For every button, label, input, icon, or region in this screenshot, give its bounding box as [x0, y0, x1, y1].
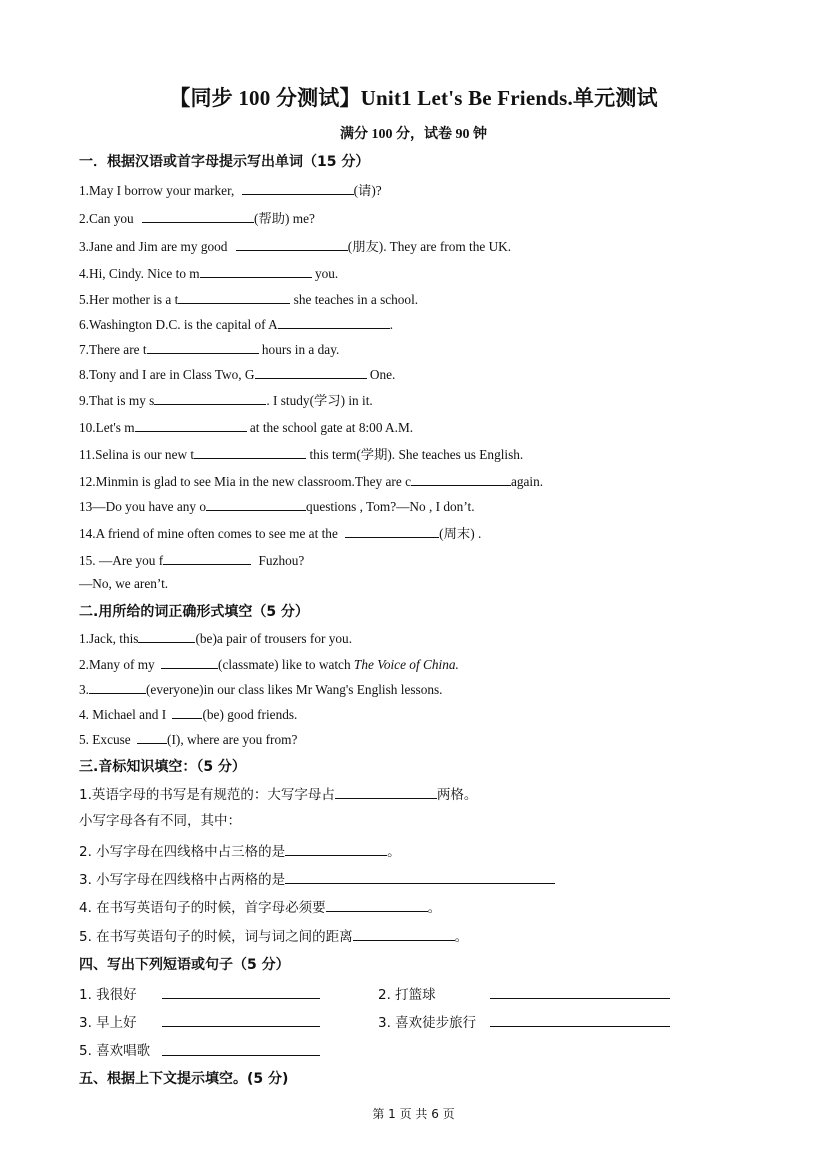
answer-blank[interactable]: [326, 898, 428, 912]
answer-blank[interactable]: [285, 870, 555, 884]
page-footer: 第 1 页 共 6 页: [372, 1107, 455, 1121]
answer-blank[interactable]: [353, 927, 455, 941]
answer-blank[interactable]: [147, 340, 259, 354]
s1-question-15: 15. —Are you f Fuzhou?: [79, 553, 305, 568]
answer-blank[interactable]: [135, 418, 247, 432]
section-1-heading: 一．根据汉语或首字母提示写出单词（15 分）: [79, 154, 370, 170]
answer-blank[interactable]: [194, 445, 306, 459]
s2-question-5: 5. Excuse (I), where are you from?: [79, 732, 298, 747]
answer-blank[interactable]: [161, 655, 218, 669]
section-2-heading: 二.用所给的词正确形式填空（5 分）: [79, 604, 309, 620]
answer-blank[interactable]: [89, 680, 146, 694]
answer-blank[interactable]: [490, 1013, 670, 1027]
answer-blank[interactable]: [172, 705, 202, 719]
answer-blank[interactable]: [162, 1013, 320, 1027]
answer-blank[interactable]: [200, 264, 312, 278]
s1-question-2: 2.Can you (帮助) me?: [79, 211, 315, 226]
s1-question-10: 10.Let's m at the school gate at 8:00 A.M.: [79, 420, 414, 435]
answer-blank[interactable]: [162, 985, 320, 999]
answer-blank[interactable]: [242, 181, 354, 195]
answer-blank[interactable]: [137, 730, 167, 744]
s2-question-1: 1.Jack, this (be)a pair of trousers for you.: [79, 631, 353, 646]
answer-blank[interactable]: [162, 1042, 320, 1056]
answer-blank[interactable]: [178, 290, 290, 304]
section-3-heading: 三.音标知识填空：（5 分）: [79, 759, 246, 775]
s1-question-12: 12.Minmin is glad to see Mia in the new classroom.They are c again.: [79, 474, 544, 489]
answer-blank[interactable]: [278, 315, 390, 329]
s1-question-3: 3.Jane and Jim are my good (朋友). They are from the UK.: [79, 239, 512, 254]
answer-blank[interactable]: [138, 629, 195, 643]
s4-item-4: 3. 喜欢徒步旅行: [378, 1015, 477, 1031]
answer-blank[interactable]: [255, 365, 367, 379]
document-title: 【同步 100 分测试】Unit1 Let's Be Friends.单元测试: [169, 86, 658, 110]
answer-blank[interactable]: [411, 472, 511, 486]
s2-question-3: 3. (everyone)in our class likes Mr Wang's English lessons.: [79, 682, 443, 697]
s1-question-14: 14.A friend of mine often comes to see me at the (周末) .: [79, 526, 482, 541]
answer-blank[interactable]: [285, 842, 387, 856]
s3-question-3: 3. 小写字母在四线格中占两格的是: [79, 870, 555, 888]
s1-question-5: 5.Her mother is a t she teaches in a school.: [79, 292, 419, 307]
answer-blank[interactable]: [490, 985, 670, 999]
s2-question-4: 4. Michael and I (be) good friends.: [79, 707, 298, 722]
s1-question-15-answer: —No, we aren’t.: [79, 576, 169, 591]
s4-item-5: 5. 喜欢唱歌: [79, 1043, 151, 1059]
s1-question-13: 13—Do you have any o questions , Tom?—No , I don’t.: [79, 499, 475, 514]
s4-item-1: 1. 我很好: [79, 987, 137, 1003]
s1-question-9: 9.That is my s . I study(学习) in it.: [79, 393, 373, 408]
s4-item-3: 3. 早上好: [79, 1015, 137, 1031]
s1-question-8: 8.Tony and I are in Class Two, G One.: [79, 367, 396, 382]
answer-blank[interactable]: [163, 551, 251, 565]
s3-question-1-note: 小写字母各有不同，其中：: [79, 813, 241, 829]
s3-question-1: 1.英语字母的书写是有规范的：大写字母占 两格。: [79, 787, 478, 803]
answer-blank[interactable]: [236, 237, 348, 251]
s1-question-4: 4.Hi, Cindy. Nice to m you.: [79, 266, 339, 281]
section-5-heading: 五、根据上下文提示填空。(5 分): [79, 1071, 289, 1087]
answer-blank[interactable]: [154, 391, 266, 405]
s2-question-2: 2.Many of my (classmate) like to watch The Voice of China.: [79, 657, 459, 672]
s3-question-4: 4. 在书写英语句子的时候，首字母必须要 。: [79, 900, 442, 916]
answer-blank[interactable]: [335, 785, 437, 799]
s3-question-5: 5. 在书写英语句子的时候，词与词之间的距离 。: [79, 929, 469, 945]
s1-question-11: 11.Selina is our new t this term(学期). She teaches us English.: [79, 447, 524, 462]
s3-question-2: 2. 小写字母在四线格中占三格的是 。: [79, 844, 401, 860]
answer-blank[interactable]: [206, 497, 306, 511]
section-4-heading: 四、写出下列短语或句子（5 分）: [79, 957, 290, 973]
answer-blank[interactable]: [345, 524, 439, 538]
s1-question-1: 1.May I borrow your marker, (请)?: [79, 183, 382, 198]
s1-question-6: 6.Washington D.C. is the capital of A .: [79, 317, 394, 332]
s4-item-2: 2. 打篮球: [378, 987, 436, 1003]
s1-question-7: 7.There are t hours in a day.: [79, 342, 340, 357]
answer-blank[interactable]: [142, 209, 254, 223]
document-subtitle: 满分 100 分，试卷 90 钟: [340, 127, 487, 142]
